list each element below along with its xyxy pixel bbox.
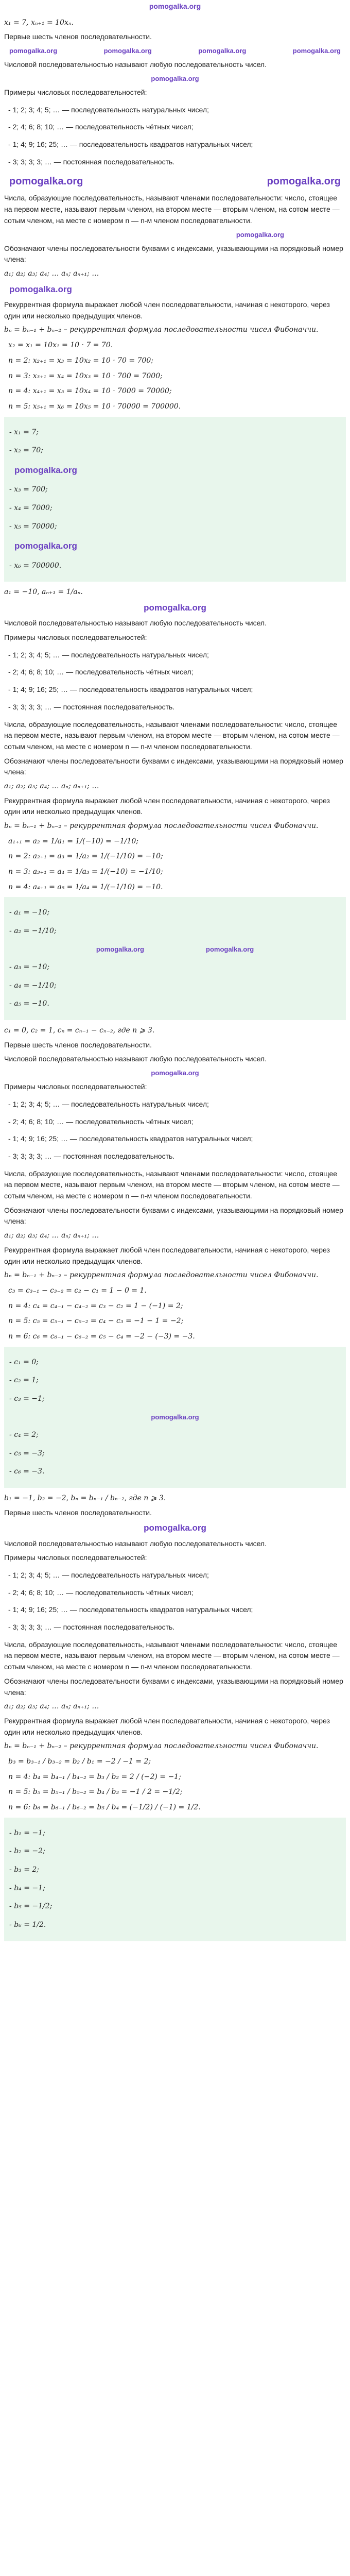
- recurrent-text: Рекуррентная формула выражает любой член последовательности, начиная с некоторого, через один или несколько предыдущих членов.: [4, 300, 330, 320]
- section-2-heading: a₁ = −10, aₙ₊₁ = 1/aₙ.: [4, 588, 83, 597]
- list-item: - 3; 3; 3; 3; … — постоянная последовательность.: [8, 702, 346, 713]
- answer-row: - c₄ = 2;: [9, 1430, 341, 1441]
- watermark: pomogalka.org: [14, 541, 77, 551]
- calc-row: n = 2: a₂₊₁ = a₃ = 1/a₂ = 1/(−1/10) = −10;: [8, 852, 163, 861]
- watermark: pomogalka.org: [9, 47, 58, 55]
- watermark-row: [4, 74, 346, 84]
- watermark: pomogalka.org: [198, 47, 247, 55]
- answer-row: - a₅ = −10.: [9, 998, 341, 1010]
- calc-row: n = 3: x₃₊₁ = x₄ = 10x₃ = 10 · 700 = 7000;: [8, 371, 163, 380]
- watermark: pomogalka.org: [9, 284, 72, 294]
- answer-row: - c₅ = −3;: [9, 1448, 341, 1460]
- notation-text: Обозначают члены последовательности буквами с индексами, указывающими на порядковый номер члена:: [4, 1676, 343, 1697]
- list-item: - 1; 2; 3; 4; 5; … — последовательность натуральных чисел;: [8, 650, 346, 661]
- list-item: - 2; 4; 6; 8; 10; … — последовательность чётных чисел;: [8, 122, 346, 133]
- section-3-heading: c₁ = 0, c₂ = 1, cₙ = cₙ₋₁ − cₙ₋₂, где n ⩾ 3.: [4, 1026, 155, 1035]
- watermark-row: [4, 283, 346, 296]
- recurrent-formula: bₙ = bₙ₋₁ + bₙ₋₂ – рекуррентная формула последовательности чисел Фибоначчи.: [4, 1742, 319, 1751]
- members-text: Числа, образующие последовательность, называют членами последовательности: число, стоящее на первом месте, называют первым членом, на втором месте — вторым членом, на сотом месте — сотым членом, на месте с номером n — n-м членом последовательности.: [4, 1169, 340, 1200]
- list-item: - 1; 4; 9; 16; 25; … — последовательность квадратов натуральных чисел;: [8, 1133, 346, 1145]
- watermark-row: [4, 174, 346, 190]
- list-item: - 3; 3; 3; 3; … — постоянная последовательность.: [8, 1622, 346, 1633]
- examples-list: [4, 650, 346, 713]
- list-item: - 3; 3; 3; 3; … — постоянная последовательность.: [8, 1151, 346, 1162]
- list-item: - 2; 4; 6; 8; 10; … — последовательность чётных чисел;: [8, 1587, 346, 1599]
- site-logo[interactable]: pomogalka.org: [149, 2, 201, 10]
- watermark: pomogalka.org: [144, 603, 206, 613]
- members-text: Числа, образующие последовательность, называют членами последовательности: число, стоящее на первом месте, называют первым членом, на втором месте — вторым членом, на сотом месте — сотым членом, на месте с номером n — n-м членом последовательности.: [4, 194, 340, 225]
- watermark: pomogalka.org: [96, 945, 144, 953]
- list-item: - 2; 4; 6; 8; 10; … — последовательность чётных чисел;: [8, 1116, 346, 1128]
- answer-row: - b₅ = −1/2;: [9, 1901, 341, 1912]
- watermark: pomogalka.org: [9, 176, 83, 188]
- recurrent-formula: bₙ = bₙ₋₁ + bₙ₋₂ – рекуррентная формула последовательности чисел Фибоначчи.: [4, 1271, 319, 1280]
- notation-formula: a₁; a₂; a₃; a₄; … aₙ; aₙ₊₁; …: [4, 782, 99, 790]
- site-header: [4, 0, 346, 12]
- first-six-label: Первые шесть членов последовательности.: [4, 1040, 152, 1049]
- answer-row: - x₁ = 7;: [9, 427, 341, 438]
- recurrent-text: Рекуррентная формула выражает любой член последовательности, начиная с некоторого, через один или несколько предыдущих членов.: [4, 796, 330, 816]
- list-item: - 1; 4; 9; 16; 25; … — последовательность квадратов натуральных чисел;: [8, 684, 346, 696]
- members-text: Числа, образующие последовательность, называют членами последовательности: число, стоящее на первом месте, называют первым членом, на втором месте — вторым членом, на сотом месте — сотым членом, на месте с номером n — n-м членом последовательности.: [4, 720, 340, 751]
- list-item: - 1; 2; 3; 4; 5; … — последовательность натуральных чисел;: [8, 1570, 346, 1581]
- watermark-row: [4, 230, 346, 240]
- calc-row: n = 4: a₄₊₁ = a₅ = 1/a₄ = 1/(−1/10) = −10.: [8, 883, 163, 891]
- calc-row: n = 4: c₄ = c₄₋₁ − c₄₋₂ = c₃ − c₂ = 1 − (−1) = 2;: [8, 1301, 183, 1310]
- notation-text: Обозначают члены последовательности буквами с индексами, указывающими на порядковый номер члена:: [4, 244, 343, 264]
- calc-row: n = 6: b₆ = b₆₋₁ / b₆₋₂ = b₅ / b₄ = (−1/2) / (−1) = 1/2.: [8, 1803, 201, 1811]
- calc-row: n = 4: b₄ = b₄₋₁ / b₄₋₂ = b₃ / b₂ = 2 / (−2) = −1;: [8, 1772, 181, 1781]
- definition-text: Числовой последовательностью называют любую последовательность чисел.: [4, 1055, 267, 1063]
- notation-formula: a₁; a₂; a₃; a₄; … aₙ; aₙ₊₁; …: [4, 269, 99, 278]
- answer-row: - a₁ = −10;: [9, 907, 341, 919]
- watermark-row: [4, 1068, 346, 1078]
- calc-row: n = 2: x₂₊₁ = x₃ = 10x₂ = 10 · 70 = 700;: [8, 356, 154, 365]
- notation-text: Обозначают члены последовательности буквами с индексами, указывающими на порядковый номер члена:: [4, 1206, 343, 1226]
- definition-text: Числовой последовательностью называют любую последовательность чисел.: [4, 60, 267, 69]
- examples-title: Примеры числовых последовательностей:: [4, 88, 147, 97]
- calc-row: x₂ = x₁ = 10x₁ = 10 · 7 = 70.: [8, 341, 113, 350]
- calc-row: n = 3: a₃₊₁ = a₄ = 1/a₃ = 1/(−10) = −1/10;: [8, 868, 163, 876]
- section-4-heading: b₁ = −1, b₂ = −2, bₙ = bₙ₋₁ / bₙ₋₂, где n ⩾ 3.: [4, 1494, 166, 1502]
- notation-formula: a₁; a₂; a₃; a₄; … aₙ; aₙ₊₁; …: [4, 1702, 99, 1711]
- calc-row: a₁₊₁ = a₂ = 1/a₁ = 1/(−10) = −1/10;: [8, 837, 139, 845]
- calc-row: b₃ = b₃₋₁ / b₃₋₂ = b₂ / b₁ = −2 / −1 = 2;: [8, 1757, 151, 1766]
- answer-row: - x₄ = 7000;: [9, 503, 341, 514]
- watermark: pomogalka.org: [14, 465, 77, 475]
- recurrent-text: Рекуррентная формула выражает любой член последовательности, начиная с некоторого, через один или несколько предыдущих членов.: [4, 1716, 330, 1736]
- watermark-row: [4, 601, 346, 615]
- calc-row: n = 4: x₄₊₁ = x₅ = 10x₄ = 10 · 7000 = 70000;: [8, 387, 172, 396]
- answer-row: - c₃ = −1;: [9, 1394, 341, 1405]
- answer-row: - c₆ = −3.: [9, 1466, 341, 1478]
- watermark: pomogalka.org: [151, 1413, 199, 1421]
- first-six-label: Первые шесть членов последовательности.: [4, 1508, 152, 1517]
- recurrent-text: Рекуррентная формула выражает любой член последовательности, начиная с некоторого, через один или несколько предыдущих членов.: [4, 1245, 330, 1265]
- calculation-block: [8, 1285, 346, 1343]
- answer-block: [4, 897, 346, 1020]
- watermark-row: [4, 1521, 346, 1535]
- examples-title: Примеры числовых последовательностей:: [4, 633, 147, 642]
- watermark: pomogalka.org: [206, 945, 254, 953]
- calculation-block: [8, 1756, 346, 1814]
- section-3: [4, 1025, 346, 1488]
- watermark: pomogalka.org: [103, 47, 152, 55]
- answer-row: - x₆ = 700000.: [9, 561, 341, 572]
- answer-row: - b₄ = −1;: [9, 1883, 341, 1894]
- answer-row: - b₃ = 2;: [9, 1865, 341, 1876]
- recurrent-formula: bₙ = bₙ₋₁ + bₙ₋₂ – рекуррентная формула последовательности чисел Фибоначчи.: [4, 822, 319, 831]
- answer-row: - x₂ = 70;: [9, 445, 341, 456]
- examples-title: Примеры числовых последовательностей:: [4, 1553, 147, 1562]
- list-item: - 1; 2; 3; 4; 5; … — последовательность натуральных чисел;: [8, 105, 346, 116]
- watermark: pomogalka.org: [151, 74, 199, 82]
- watermark-row: [9, 464, 341, 477]
- answer-row: - a₂ = −1/10;: [9, 926, 341, 937]
- answer-row: - a₄ = −1/10;: [9, 980, 341, 992]
- watermark-row: [4, 46, 346, 56]
- definition-text: Числовой последовательностью называют любую последовательность чисел.: [4, 619, 267, 628]
- answer-row: - a₃ = −10;: [9, 962, 341, 973]
- list-item: - 1; 2; 3; 4; 5; … — последовательность натуральных чисел;: [8, 1099, 346, 1110]
- section-2: [4, 587, 346, 1020]
- list-item: - 1; 4; 9; 16; 25; … — последовательность квадратов натуральных чисел;: [8, 1604, 346, 1616]
- examples-list: [4, 1570, 346, 1633]
- answer-block: [4, 1818, 346, 1941]
- watermark: pomogalka.org: [267, 176, 341, 188]
- examples-list: [4, 1099, 346, 1162]
- notation-formula: a₁; a₂; a₃; a₄; … aₙ; aₙ₊₁; …: [4, 1231, 99, 1240]
- watermark: pomogalka.org: [151, 1069, 199, 1077]
- section-4: [4, 1493, 346, 1941]
- watermark: pomogalka.org: [292, 47, 341, 55]
- definition-text: Числовой последовательностью называют любую последовательность чисел.: [4, 1539, 267, 1548]
- section-1-heading: x₁ = 7, xₙ₊₁ = 10xₙ.: [4, 18, 74, 27]
- examples-list: [4, 105, 346, 168]
- answer-row: - c₁ = 0;: [9, 1357, 341, 1368]
- answer-block: [4, 1347, 346, 1488]
- list-item: - 1; 4; 9; 16; 25; … — последовательность квадратов натуральных чисел;: [8, 139, 346, 150]
- examples-title: Примеры числовых последовательностей:: [4, 1082, 147, 1091]
- answer-row: - x₃ = 700;: [9, 484, 341, 496]
- first-six-label: Первые шесть членов последовательности.: [4, 32, 152, 41]
- answer-row: - b₂ = −2;: [9, 1846, 341, 1857]
- list-item: - 3; 3; 3; 3; … — постоянная последовательность.: [8, 157, 346, 168]
- watermark-row: [9, 539, 341, 553]
- calculation-block: [8, 340, 346, 412]
- answer-block: [4, 417, 346, 582]
- watermark: pomogalka.org: [144, 1523, 206, 1533]
- answer-row: - b₁ = −1;: [9, 1828, 341, 1839]
- calc-row: n = 5: b₅ = b₅₋₁ / b₅₋₂ = b₄ / b₃ = −1 / 2 = −1/2;: [8, 1788, 183, 1797]
- notation-text: Обозначают члены последовательности буквами с индексами, указывающими на порядковый номер члена:: [4, 756, 343, 776]
- calc-row: n = 6: c₆ = c₆₋₁ − c₆₋₂ = c₅ − c₄ = −2 − (−3) = −3.: [8, 1332, 195, 1341]
- watermark-row: [9, 1412, 341, 1422]
- watermark-row: [9, 944, 341, 955]
- calc-row: n = 5: c₅ = c₅₋₁ − c₅₋₂ = c₄ − c₃ = −1 − 1 = −2;: [8, 1317, 184, 1326]
- members-text: Числа, образующие последовательность, называют членами последовательности: число, стоящее на первом месте, называют первым членом, на втором месте — вторым членом, на сотом месте — сотым членом, на месте с номером n — n-м членом последовательности.: [4, 1640, 340, 1671]
- section-1: [4, 18, 346, 582]
- answer-row: - x₅ = 70000;: [9, 521, 341, 533]
- watermark: pomogalka.org: [236, 230, 284, 239]
- answer-row: - c₂ = 1;: [9, 1375, 341, 1386]
- list-item: - 2; 4; 6; 8; 10; … — последовательность чётных чисел;: [8, 667, 346, 678]
- recurrent-formula: bₙ = bₙ₋₁ + bₙ₋₂ – рекуррентная формула последовательности чисел Фибоначчи.: [4, 326, 319, 334]
- calc-row: n = 5: x₅₊₁ = x₆ = 10x₅ = 10 · 70000 = 700000.: [8, 402, 181, 411]
- answer-row: - b₆ = 1/2.: [9, 1920, 341, 1931]
- calculation-block: [8, 836, 346, 893]
- calc-row: c₃ = c₃₋₁ − c₃₋₂ = c₂ − c₁ = 1 − 0 = 1.: [8, 1286, 147, 1295]
